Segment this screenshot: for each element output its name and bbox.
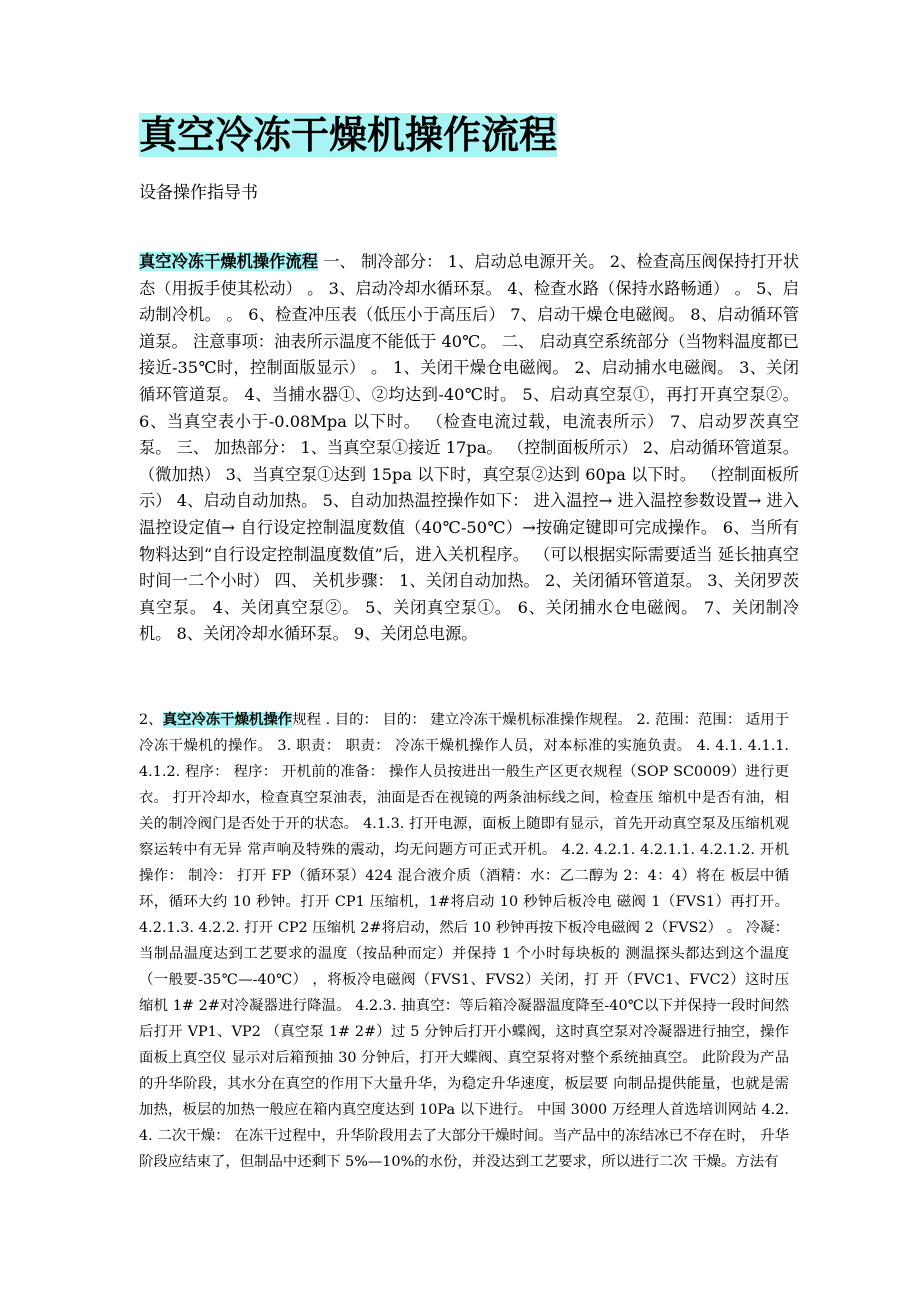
- title-highlight: 真空冷冻干燥机操作流程: [139, 113, 558, 157]
- section2-body: 规程 . 目的： 目的： 建立冷冻干燥机标准操作规程。 2. 范围：范围： 适用于冷冻干燥机的操作。 3. 职责： 职责： 冷冻干燥机操作人员，对本标准的实施负责。 4. 4.1. 4.1.1. 4.1.2. 程序： 程序： 开机前的准备： 操作人员按进出一般生产区更衣规程（SOP SC0009）进行更衣。 打开冷却水，检查真空泵油表，油面是否在视镜的两条油标线之间，检查压 缩机中是否有油，相关的制冷阀门是否处于开的状态。 4.1.3. 打开电源，面板上随即有显示，首先开动真空泵及压缩机观察运转中有无异 常声响及特殊的震动，均无问题方可正式开机。 4.2. 4.2.1. 4.2.1.1. 4.2.1.2. 开机操作： 制冷： 打开 FP（循环泵）424 混合液介质（酒精：水：乙二醇为 2：4：4）将在 板层中循环，循环大约 10 秒钟。打开 CP1 压缩机，1#将启动 10 秒钟后板冷电 磁阀 1（FVS1）再打开。 4.2.1.3. 4.2.2. 打开 CP2 压缩机 2#将启动，然后 10 秒钟再按下板冷电磁阀 2（FVS2） 。 冷凝：当制品温度达到工艺要求的温度（按品种而定）并保持 1 个小时每块板的 测温探头都达到这个温度（一般要-35℃—-40℃） ，将板冷电磁阀（FVS1、FVS2）关闭，打 开（FVC1、FVC2）这时压缩机 1# 2#对冷凝器进行降温。 4.2.3. 抽真空：等后箱冷凝器温度降至-40℃以下并保持一段时间然后打开 VP1、VP2 （真空泵 1# 2#）过 5 分钟后打开小蝶阀，这时真空泵对冷凝器进行抽空，操作面板上真空仪 显示对后箱预抽 30 分钟后，打开大蝶阀、真空泵将对整个系统抽真空。 此阶段为产品的升华阶段，其水分在真空的作用下大量升华，为稳定升华速度，板层要 向制品提供能量，也就是需加热，板层的加热一般应在箱内真空度达到 10Pa 以下进行。 中国 3000 万经理人首选培训网站 4.2.4. 二次干燥： 在冻干过程中，升华阶段用去了大部分干燥时间。当产品中的冻结冰已不存在时， 升华阶段应结束了，但制品中还剩下 5%—10%的水份，并没达到工艺要求，所以进行二次 干燥。方法有: [139, 712, 789, 1170]
- section1-paragraph: [139, 249, 799, 648]
- document-title: [139, 110, 557, 160]
- section2-prefix: 2、: [139, 712, 163, 728]
- document-subtitle: 设备操作指导书: [139, 183, 258, 203]
- section2-lead-highlight: 真空冷冻干燥机操作: [162, 712, 293, 728]
- section1-lead-highlight: 真空冷冻干燥机操作流程: [139, 252, 319, 271]
- section2-paragraph: [139, 707, 789, 1175]
- section1-body: 一、 制冷部分： 1、启动总电源开关。 2、检查高压阀保持打开状态（用扳手使其松动） 。 3、启动冷却水循环泵。 4、检查水路（保持水路畅通） 。 5、启动制冷机。 。 6、检查冲压表（低压小于高压后） 7、启动干燥仓电磁阀。 8、启动循环管道泵。 注意事项：油表所示温度不能低于 40℃。 二、 启动真空系统部分（当物料温度都已接近-35℃时，控制面版显示） 。 1、关闭干燥仓电磁阀。 2、启动捕水电磁阀。 3、关闭循环管道泵。 4、当捕水器①、②均达到-40℃时。 5、启动真空泵①，再打开真空泵②。 6、当真空表小于-0.08Mpa 以下时。 （检查电流过载，电流表所示） 7、启动罗茨真空泵。 三、 加热部分： 1、当真空泵①接近 17pa。 （控制面板所示） 2、启动循环管道泵。 （微加热） 3、当真空泵①达到 15pa 以下时，真空泵②达到 60pa 以下时。 （控制面板所示） 4、启动自动加热。 5、自动加热温控操作如下： 进入温控→ 进入温控参数设置→ 进入温控设定值→ 自行设定控制温度数值（40℃-50℃）→按确定键即可完成操作。 6、当所有物料达到“自行设定控制温度数值”后，进入关机程序。 （可以根据实际需要适当 延长抽真空时间一二个小时） 四、 关机步骤： 1、关闭自动加热。 2、关闭循环管道泵。 3、关闭罗茨真空泵。 4、关闭真空泵②。 5、关闭真空泵①。 6、关闭捕水仓电磁阀。 7、关闭制冷机。 8、关闭冷却水循环泵。 9、关闭总电源。: [139, 252, 800, 644]
